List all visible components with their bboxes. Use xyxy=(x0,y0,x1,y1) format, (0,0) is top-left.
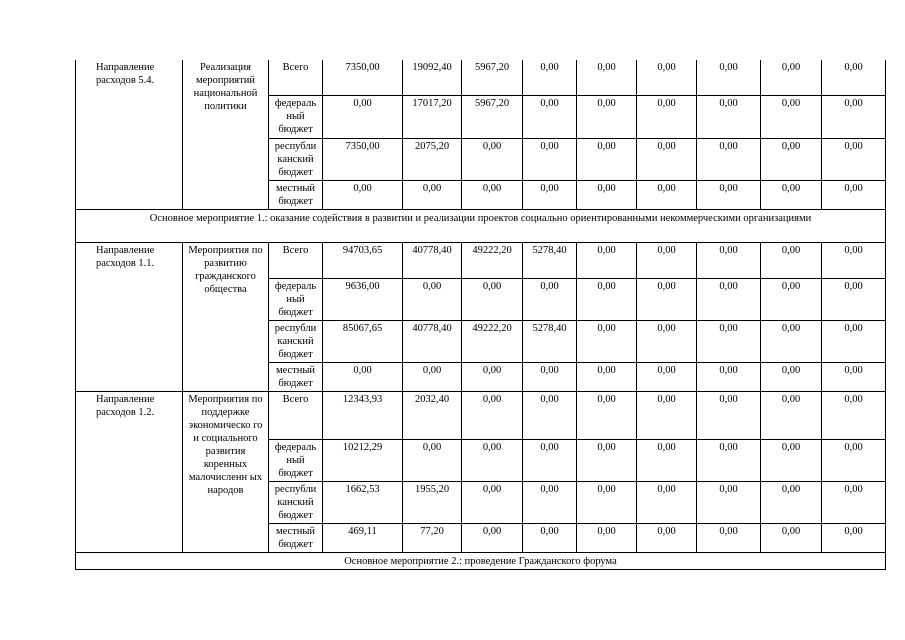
amount-cell: 469,11 xyxy=(323,524,403,553)
funding-source: федераль ный бюджет xyxy=(269,279,323,321)
table-row xyxy=(76,243,886,279)
amount-cell: 77,20 xyxy=(403,524,462,553)
amount-cell: 0,00 xyxy=(403,363,462,392)
amount-cell: 0,00 xyxy=(462,363,523,392)
amount-cell: 0,00 xyxy=(523,60,577,96)
amount-cell: 0,00 xyxy=(822,60,886,96)
amount-cell: 0,00 xyxy=(577,440,637,482)
amount-cell: 0,00 xyxy=(462,279,523,321)
amount-cell: 0,00 xyxy=(697,392,761,440)
funding-source: республи канский бюджет xyxy=(269,321,323,363)
amount-cell: 0,00 xyxy=(697,60,761,96)
amount-cell: 0,00 xyxy=(637,181,697,210)
amount-cell: 0,00 xyxy=(761,363,822,392)
amount-cell: 12343,93 xyxy=(323,392,403,440)
amount-cell: 0,00 xyxy=(822,96,886,139)
amount-cell: 5967,20 xyxy=(462,96,523,139)
amount-cell: 5278,40 xyxy=(523,243,577,279)
expense-direction: Направление расходов 1.1. xyxy=(76,243,183,392)
amount-cell: 0,00 xyxy=(523,363,577,392)
amount-cell: 0,00 xyxy=(577,96,637,139)
amount-cell: 0,00 xyxy=(761,392,822,440)
budget-table xyxy=(75,60,886,570)
amount-cell: 0,00 xyxy=(822,139,886,181)
funding-source: республи канский бюджет xyxy=(269,139,323,181)
amount-cell: 0,00 xyxy=(822,279,886,321)
amount-cell: 0,00 xyxy=(761,440,822,482)
amount-cell: 0,00 xyxy=(462,392,523,440)
amount-cell: 0,00 xyxy=(523,139,577,181)
amount-cell: 0,00 xyxy=(822,181,886,210)
amount-cell: 0,00 xyxy=(637,392,697,440)
amount-cell: 0,00 xyxy=(697,279,761,321)
amount-cell: 0,00 xyxy=(697,181,761,210)
amount-cell: 5278,40 xyxy=(523,321,577,363)
amount-cell: 0,00 xyxy=(637,243,697,279)
amount-cell: 0,00 xyxy=(523,482,577,524)
funding-source: местный бюджет xyxy=(269,524,323,553)
amount-cell: 0,00 xyxy=(403,279,462,321)
amount-cell: 0,00 xyxy=(822,243,886,279)
amount-cell: 0,00 xyxy=(637,440,697,482)
amount-cell: 9636,00 xyxy=(323,279,403,321)
amount-cell: 0,00 xyxy=(822,482,886,524)
amount-cell: 0,00 xyxy=(697,363,761,392)
activity-name: Реализация мероприятий национальной политики xyxy=(183,60,269,210)
amount-cell: 40778,40 xyxy=(403,321,462,363)
amount-cell: 0,00 xyxy=(577,363,637,392)
amount-cell: 0,00 xyxy=(577,139,637,181)
funding-source: местный бюджет xyxy=(269,181,323,210)
amount-cell: 0,00 xyxy=(462,181,523,210)
amount-cell: 0,00 xyxy=(822,321,886,363)
amount-cell: 0,00 xyxy=(462,482,523,524)
amount-cell: 94703,65 xyxy=(323,243,403,279)
amount-cell: 0,00 xyxy=(523,392,577,440)
amount-cell: 0,00 xyxy=(577,243,637,279)
amount-cell: 0,00 xyxy=(637,139,697,181)
amount-cell: 0,00 xyxy=(577,181,637,210)
amount-cell: 0,00 xyxy=(697,139,761,181)
amount-cell: 0,00 xyxy=(462,440,523,482)
amount-cell: 0,00 xyxy=(323,181,403,210)
amount-cell: 40778,40 xyxy=(403,243,462,279)
activity-name: Мероприятия по поддержке экономическо го и социального развития коренных малочисленн ых народов xyxy=(183,392,269,553)
amount-cell: 0,00 xyxy=(577,524,637,553)
funding-source: республи канский бюджет xyxy=(269,482,323,524)
amount-cell: 2075,20 xyxy=(403,139,462,181)
amount-cell: 0,00 xyxy=(761,321,822,363)
amount-cell: 0,00 xyxy=(523,181,577,210)
amount-cell: 0,00 xyxy=(523,279,577,321)
amount-cell: 0,00 xyxy=(697,321,761,363)
amount-cell: 0,00 xyxy=(523,440,577,482)
amount-cell: 0,00 xyxy=(761,60,822,96)
amount-cell: 0,00 xyxy=(761,96,822,139)
amount-cell: 0,00 xyxy=(761,279,822,321)
amount-cell: 0,00 xyxy=(403,440,462,482)
amount-cell: 0,00 xyxy=(761,181,822,210)
main-activity-title: Основное мероприятие 1.: оказание содействия в развитии и реализации проектов социально ориентированными некоммерческими организациями xyxy=(76,210,886,243)
amount-cell: 0,00 xyxy=(761,482,822,524)
main-activity-row xyxy=(76,553,886,570)
main-activity-title: Основное мероприятие 2.: проведение Гражданского форума xyxy=(76,553,886,570)
activity-name: Мероприятия по развитию гражданского общества xyxy=(183,243,269,392)
expense-direction: Направление расходов 1.2. xyxy=(76,392,183,553)
amount-cell: 0,00 xyxy=(637,279,697,321)
funding-source: местный бюджет xyxy=(269,363,323,392)
amount-cell: 1955,20 xyxy=(403,482,462,524)
amount-cell: 0,00 xyxy=(462,139,523,181)
amount-cell: 0,00 xyxy=(822,363,886,392)
amount-cell: 0,00 xyxy=(761,243,822,279)
amount-cell: 0,00 xyxy=(637,321,697,363)
funding-source: федераль ный бюджет xyxy=(269,440,323,482)
amount-cell: 0,00 xyxy=(323,363,403,392)
amount-cell: 0,00 xyxy=(577,392,637,440)
amount-cell: 2032,40 xyxy=(403,392,462,440)
amount-cell: 0,00 xyxy=(697,482,761,524)
amount-cell: 0,00 xyxy=(697,524,761,553)
amount-cell: 0,00 xyxy=(577,279,637,321)
amount-cell: 0,00 xyxy=(637,524,697,553)
amount-cell: 0,00 xyxy=(577,321,637,363)
expense-direction: Направление расходов 5.4. xyxy=(76,60,183,210)
amount-cell: 0,00 xyxy=(577,482,637,524)
amount-cell: 85067,65 xyxy=(323,321,403,363)
main-activity-row xyxy=(76,210,886,243)
amount-cell: 0,00 xyxy=(761,139,822,181)
amount-cell: 17017,20 xyxy=(403,96,462,139)
amount-cell: 49222,20 xyxy=(462,243,523,279)
amount-cell: 5967,20 xyxy=(462,60,523,96)
amount-cell: 7350,00 xyxy=(323,60,403,96)
amount-cell: 0,00 xyxy=(523,524,577,553)
amount-cell: 0,00 xyxy=(637,482,697,524)
amount-cell: 49222,20 xyxy=(462,321,523,363)
amount-cell: 0,00 xyxy=(761,524,822,553)
amount-cell: 0,00 xyxy=(637,60,697,96)
amount-cell: 0,00 xyxy=(697,243,761,279)
amount-cell: 0,00 xyxy=(637,96,697,139)
table-row xyxy=(76,392,886,440)
amount-cell: 0,00 xyxy=(403,181,462,210)
amount-cell: 10212,29 xyxy=(323,440,403,482)
funding-source: федераль ный бюджет xyxy=(269,96,323,139)
amount-cell: 0,00 xyxy=(637,363,697,392)
amount-cell: 19092,40 xyxy=(403,60,462,96)
amount-cell: 0,00 xyxy=(822,440,886,482)
funding-source: Всего xyxy=(269,60,323,96)
amount-cell: 7350,00 xyxy=(323,139,403,181)
amount-cell: 0,00 xyxy=(697,96,761,139)
amount-cell: 0,00 xyxy=(697,440,761,482)
amount-cell: 0,00 xyxy=(822,524,886,553)
funding-source: Всего xyxy=(269,243,323,279)
amount-cell: 0,00 xyxy=(523,96,577,139)
amount-cell: 0,00 xyxy=(462,524,523,553)
table-row xyxy=(76,60,886,96)
amount-cell: 0,00 xyxy=(577,60,637,96)
amount-cell: 1662,53 xyxy=(323,482,403,524)
amount-cell: 0,00 xyxy=(323,96,403,139)
amount-cell: 0,00 xyxy=(822,392,886,440)
funding-source: Всего xyxy=(269,392,323,440)
